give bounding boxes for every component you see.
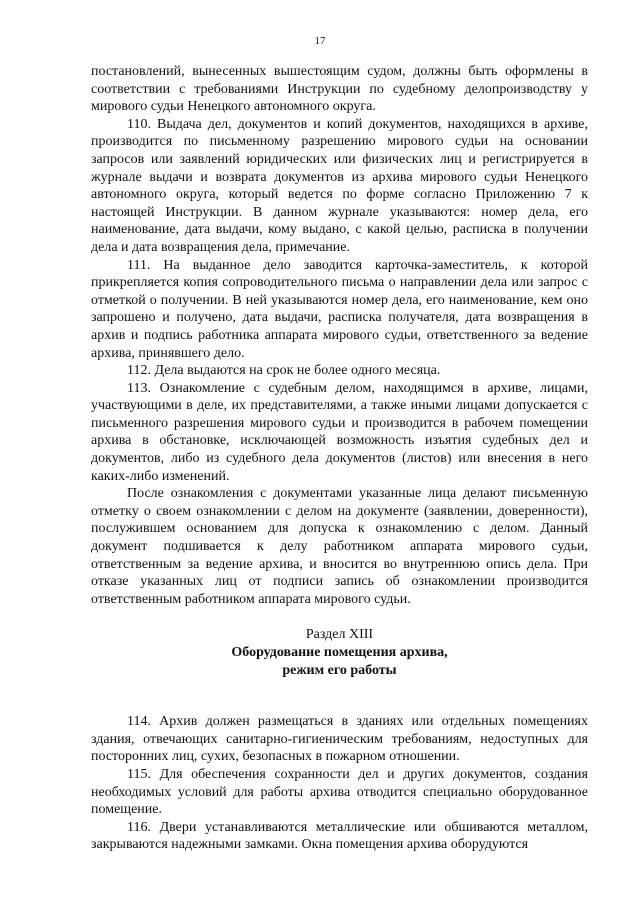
page-number: 17 [314, 35, 326, 47]
section-label: Раздел XIII [305, 627, 374, 643]
paragraph: постановлений, вынесенных вышестоящим судом, должны быть оформлены в соответствии с требованиями Инструкции по судебному делопроизводству у мирового судьи Ненецкого автономного округа. [91, 64, 588, 115]
paragraph: 111. На выданное дело заводится карточка-заместитель, к которой прикрепляется копия сопроводительного письма о направлении дела или запрос с отметкой о получении. В ней указываются номер дела, его наименование, кем оно запрошено и получено, дата выдачи, расписка получателя, дата возвращения в архив и подпись работника аппарата мирового судьи, ответственного за ведение архива, принявшего дело. [91, 257, 588, 361]
section-spacer [91, 679, 588, 713]
paragraph: После ознакомления с документами указанные лица делают письменную отметку о своем ознакомлении с делом на документе (заявлении, доверенности), послужившем основанием для допуска к ознакомлению с делом. Данный документ подшивается к делу работником аппарата мирового судьи, ответственным за ведение архива, и вносится во внутреннюю опись дела. При отказе указанных лиц от подписи запись об ознакомлении производится ответственным работником аппарата мирового судьи. [91, 486, 588, 607]
section-title-line-2: режим его работы [282, 662, 397, 678]
paragraph: 115. Для обеспечения сохранности дел и других документов, создания необходимых условий для работы архива отводится специально оборудованное помещение. [91, 766, 588, 818]
section-title-line-1: Оборудование помещения архива, [231, 645, 448, 660]
paragraph: 116. Двери устанавливаются металлические или обшиваются металлом, закрываются надежными замками. Окна помещения архива оборудуются [91, 819, 588, 853]
paragraph: 112. Дела выдаются на срок не более одного месяца. [127, 363, 441, 379]
paragraph: 113. Ознакомление с судебным делом, находящимся в архиве, лицами, участвующими в деле, их представителями, а также иными лицами допускается с письменного разрешения мирового судьи и производится в рабочем помещении архива в обстановке, исключающей возможность изъятия судебных дел и документов, либо из судебного дела документов (листов) или внесения в него каких-либо изменений. [91, 380, 588, 484]
paragraph: 114. Архив должен размещаться в зданиях или отдельных помещениях здания, отвечающих санитарно-гигиеническим требованиям, недоступных для посторонних лиц, сухих, безопасных в пожарном отношении. [91, 714, 588, 765]
paragraph: 110. Выдача дел, документов и копий документов, находящихся в архиве, производится по письменному разрешению мирового судьи на основании запросов или заявлений юридических или физических лиц и регистрируется в журнале выдачи и возврата документов из архива мирового судьи Ненецкого автономного округа, который ведется по форме согласно Приложению 7 к настоящей Инструкции. В данном журнале указываются: номер дела, его наименование, дата выдачи, кому выдано, с какой целью, расписка в получении дела и дата возвращения дела, примечание. [91, 116, 588, 255]
paragraphs-after-section [91, 713, 588, 854]
paragraphs-before-section [91, 63, 588, 608]
document-body [91, 63, 588, 854]
